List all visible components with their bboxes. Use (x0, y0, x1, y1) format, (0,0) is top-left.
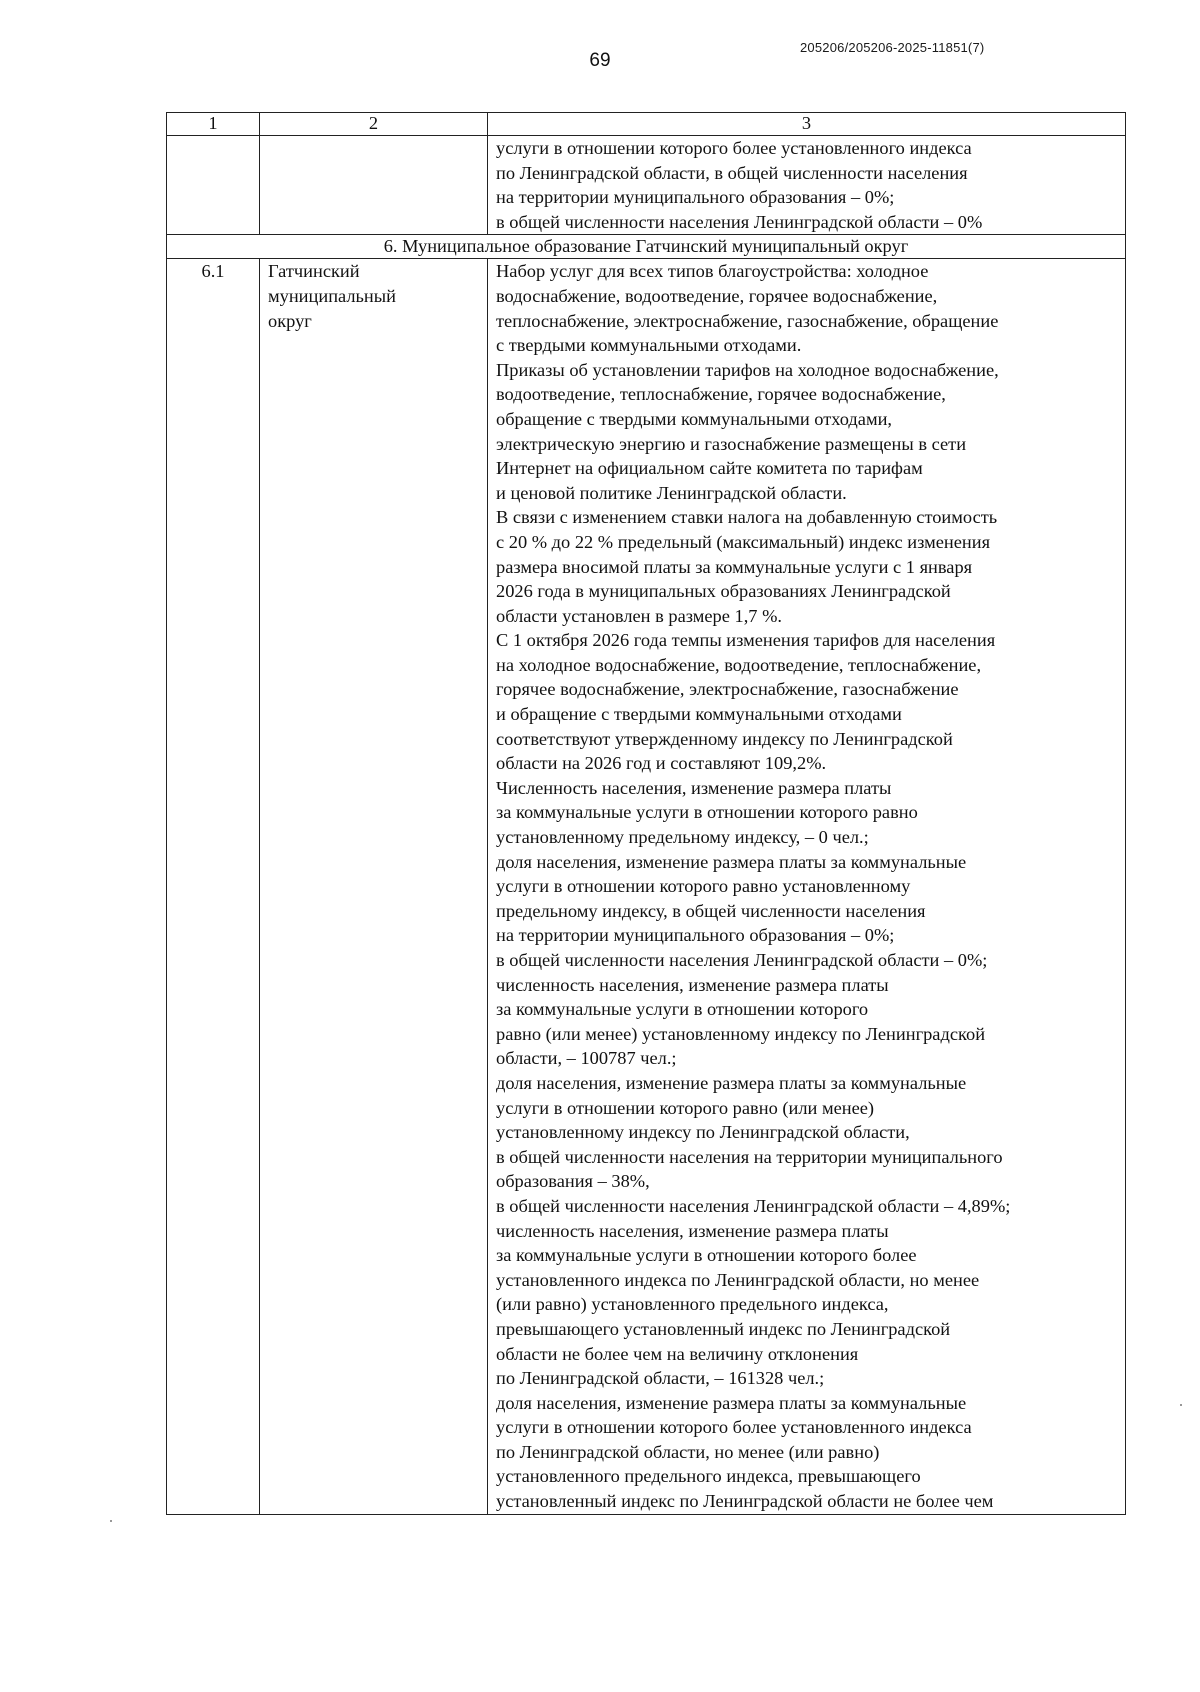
content-text-line: образования – 38%, (496, 1171, 650, 1192)
scan-speck (110, 1520, 112, 1522)
content-text-line: доля населения, изменение размера платы за коммунальные (496, 1392, 967, 1413)
municipality-name-line: Гатчинский (268, 261, 360, 282)
content-text-line: 2026 года в муниципальных образованиях Ленинградской (496, 581, 951, 602)
content-text-line: (или равно) установленного предельного индекса, (496, 1294, 889, 1315)
table-row (167, 259, 1126, 1514)
content-text-line: водоснабжение, водоотведение, горячее водоснабжение, (496, 285, 938, 306)
content-text-line: теплоснабжение, электроснабжение, газоснабжение, обращение (496, 310, 999, 331)
content-text-line: равно (или менее) установленному индексу по Ленинградской (496, 1023, 986, 1044)
content-text-line: соответствуют утвержденному индексу по Ленинградской (496, 728, 953, 749)
content-text-line: области не более чем на величину отклонения (496, 1343, 859, 1364)
table-header-row (167, 113, 1126, 136)
content-text-line: области установлен в размере 1,7 %. (496, 605, 783, 626)
content-text-line: в общей численности населения на территории муниципального (496, 1146, 1003, 1167)
continuation-cell-content (488, 136, 1126, 235)
municipality-name-line: муниципальный (268, 285, 396, 306)
content-text-line: Набор услуг для всех типов благоустройства: холодное (496, 261, 929, 282)
content-text-line: установленный индекс по Ленинградской области не более чем (496, 1491, 994, 1512)
content-text-line: в общей численности населения Ленинградской области – 4,89%; (496, 1195, 1011, 1216)
municipality-name (260, 259, 488, 1514)
column-header-1: 1 (167, 113, 260, 136)
municipality-name-line: округ (268, 310, 312, 331)
content-text-line: численность населения, изменение размера платы (496, 1220, 889, 1241)
content-text-line: области, – 100787 чел.; (496, 1048, 677, 1069)
content-text-line: доля населения, изменение размера платы за коммунальные (496, 1072, 967, 1093)
section-title: 6. Муниципальное образование Гатчинский муниципальный округ (167, 235, 1126, 259)
content-text-line: установленному индексу по Ленинградской области, (496, 1122, 910, 1143)
content-text-line: Интернет на официальном сайте комитета по тарифам (496, 458, 923, 479)
document-id: 205206/205206-2025-11851(7) (800, 40, 985, 55)
continuation-text-line: на территории муниципального образования – 0%; (496, 187, 895, 208)
content-text-line: обращение с твердыми коммунальными отходами, (496, 408, 893, 429)
continuation-cell-number (167, 136, 260, 235)
content-text-line: Приказы об установлении тарифов на холодное водоснабжение, (496, 359, 999, 380)
row-number: 6.1 (167, 259, 260, 1514)
content-text-line: в общей численности населения Ленинградской области – 0%; (496, 950, 988, 970)
content-text-line: горячее водоснабжение, электроснабжение, газоснабжение (496, 679, 959, 700)
content-text-line: электрическую энергию и газоснабжение размещены в сети (496, 433, 967, 454)
content-text-line: по Ленинградской области, – 161328 чел.; (496, 1368, 825, 1389)
tariff-table (166, 112, 1126, 1515)
content-text-line: с 20 % до 22 % предельный (максимальный) индекс изменения (496, 531, 991, 552)
content-text-line: доля населения, изменение размера платы за коммунальные (496, 851, 967, 872)
content-text-line: Численность населения, изменение размера платы (496, 777, 892, 798)
continuation-text-line: по Ленинградской области, в общей численности населения (496, 162, 968, 183)
content-text-line: и обращение с твердыми коммунальными отходами (496, 704, 902, 725)
content-text-line: установленного индекса по Ленинградской области, но менее (496, 1269, 980, 1290)
content-text-line: С 1 октября 2026 года темпы изменения тарифов для населения (496, 630, 996, 651)
scan-speck (1180, 1404, 1182, 1406)
column-header-2: 2 (260, 113, 488, 136)
content-text-line: услуги в отношении которого более установленного индекса (496, 1417, 972, 1438)
content-text-line: на холодное водоснабжение, водоотведение, теплоснабжение, (496, 654, 982, 675)
content-text-line: с твердыми коммунальными отходами. (496, 335, 802, 356)
content-text-line: установленному предельному индексу, – 0 чел.; (496, 827, 869, 848)
continuation-cell-name (260, 136, 488, 235)
content-text-line: по Ленинградской области, но менее (или равно) (496, 1441, 880, 1462)
content-text-line: предельному индексу, в общей численности населения (496, 900, 926, 921)
continuation-text-line: услуги в отношении которого более установленного индекса (496, 138, 972, 158)
row-content (488, 259, 1126, 1514)
content-text-line: на территории муниципального образования – 0%; (496, 925, 895, 946)
content-text-line: и ценовой политике Ленинградской области. (496, 482, 847, 503)
section-row (167, 235, 1126, 259)
content-text-line: численность населения, изменение размера платы (496, 974, 889, 995)
page-number: 69 (589, 50, 611, 71)
content-text-line: за коммунальные услуги в отношении которого более (496, 1245, 917, 1266)
content-text-line: установленного предельного индекса, превышающего (496, 1466, 921, 1487)
content-text-line: за коммунальные услуги в отношении которого равно (496, 802, 918, 823)
content-text-line: за коммунальные услуги в отношении которого (496, 999, 869, 1020)
content-text-line: водоотведение, теплоснабжение, горячее водоснабжение, (496, 384, 946, 405)
content-text-line: услуги в отношении которого равно установленному (496, 876, 911, 897)
content-text-line: превышающего установленный индекс по Ленинградской (496, 1318, 951, 1339)
continuation-row (167, 136, 1126, 235)
content-text-line: услуги в отношении которого равно (или менее) (496, 1097, 875, 1118)
content-text-line: В связи с изменением ставки налога на добавленную стоимость (496, 507, 998, 528)
content-text-line: размера вносимой платы за коммунальные услуги с 1 января (496, 556, 973, 577)
continuation-text-line: в общей численности населения Ленинградской области – 0% (496, 211, 983, 232)
column-header-3: 3 (488, 113, 1126, 136)
content-text-line: области на 2026 год и составляют 109,2%. (496, 753, 827, 774)
